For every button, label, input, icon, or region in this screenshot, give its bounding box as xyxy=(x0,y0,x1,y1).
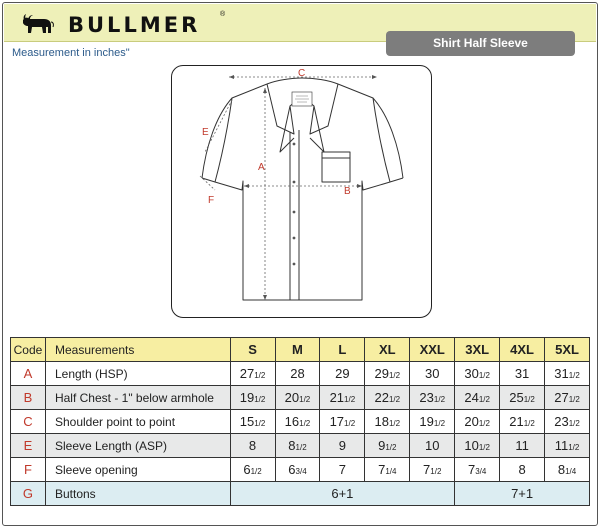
brand-name: BULLMER xyxy=(68,13,201,37)
row-name: Length (HSP) xyxy=(45,362,230,386)
value-fraction: 1/2 xyxy=(388,371,401,380)
size-value-cell xyxy=(275,386,320,410)
value-whole: 8 xyxy=(557,462,566,477)
value-fraction: 1/2 xyxy=(299,419,311,428)
size-value-cell xyxy=(230,458,275,482)
size-value-cell xyxy=(545,362,590,386)
size-value-cell xyxy=(320,362,365,386)
header-size: L xyxy=(320,338,365,362)
row-code: F xyxy=(11,458,46,482)
row-name: Sleeve opening xyxy=(45,458,230,482)
header-size: S xyxy=(230,338,275,362)
shirt-drawing xyxy=(172,66,433,319)
value-whole: 16 xyxy=(284,414,300,429)
diagram-label-b: B xyxy=(344,186,351,197)
size-value-cell xyxy=(455,458,500,482)
size-value-cell xyxy=(410,362,455,386)
value-whole: 27 xyxy=(239,366,255,381)
row-name: Buttons xyxy=(45,482,230,506)
value-fraction: 1/2 xyxy=(568,371,580,380)
value-fraction: 1/2 xyxy=(568,395,580,404)
value-whole: 20 xyxy=(464,414,479,429)
size-value-cell xyxy=(230,362,275,386)
value-whole: 8 xyxy=(288,438,296,453)
value-whole: 23 xyxy=(554,414,569,429)
garment-title: Shirt Half Sleeve xyxy=(386,31,575,56)
value-whole: 27 xyxy=(554,390,569,405)
row-name: Sleeve Length (ASP) xyxy=(45,434,230,458)
size-value-cell xyxy=(365,386,410,410)
registered-mark: ® xyxy=(220,11,226,18)
size-value-cell xyxy=(545,410,590,434)
value-fraction: 1/2 xyxy=(254,419,266,428)
value-whole: 31 xyxy=(514,366,530,381)
buttons-count-small-sizes: 6+1 xyxy=(230,482,455,506)
value-whole: 21 xyxy=(509,414,524,429)
size-value-cell xyxy=(500,386,545,410)
buttons-count-large-sizes: 7+1 xyxy=(455,482,590,506)
header-measurements: Measurements xyxy=(45,338,230,362)
table-row xyxy=(11,410,590,434)
value-fraction: 1/2 xyxy=(344,395,356,404)
size-value-cell xyxy=(500,410,545,434)
size-value-cell xyxy=(320,458,365,482)
size-value-cell xyxy=(410,410,455,434)
bull-icon xyxy=(20,11,54,37)
size-value-cell xyxy=(455,410,500,434)
header-size: 5XL xyxy=(545,338,590,362)
size-value-cell xyxy=(410,458,455,482)
diagram-label-e: E xyxy=(202,127,209,138)
value-whole: 10 xyxy=(464,438,479,453)
table-row xyxy=(11,386,590,410)
size-value-cell xyxy=(230,386,275,410)
value-fraction: 1/2 xyxy=(254,371,266,380)
header-code: Code xyxy=(11,338,46,362)
value-fraction: 1/2 xyxy=(523,395,535,404)
value-whole: 9 xyxy=(378,438,386,453)
value-whole: 6 xyxy=(243,462,251,477)
size-value-cell xyxy=(320,410,365,434)
value-fraction: 1/2 xyxy=(388,419,401,428)
size-value-cell xyxy=(275,434,320,458)
value-whole: 23 xyxy=(419,390,434,405)
shirt-diagram xyxy=(171,65,432,318)
value-whole: 19 xyxy=(419,414,434,429)
size-value-cell xyxy=(365,434,410,458)
size-value-cell xyxy=(500,362,545,386)
size-value-cell xyxy=(545,386,590,410)
value-fraction: 1/2 xyxy=(385,443,397,452)
value-fraction: 1/2 xyxy=(299,395,311,404)
size-value-cell xyxy=(455,386,500,410)
diagram-label-c: C xyxy=(298,68,306,79)
header-size: XL xyxy=(365,338,410,362)
row-code: C xyxy=(11,410,46,434)
measurement-unit-note: Measurement in inches" xyxy=(12,47,130,59)
value-whole: 24 xyxy=(464,390,479,405)
size-value-cell xyxy=(230,434,275,458)
value-whole: 28 xyxy=(290,366,305,381)
value-fraction: 1/2 xyxy=(430,467,442,476)
value-fraction: 1/2 xyxy=(344,419,356,428)
value-whole: 21 xyxy=(329,390,345,405)
table-row-buttons xyxy=(11,482,590,506)
header-size: XXL xyxy=(410,338,455,362)
value-whole: 30 xyxy=(464,366,479,381)
row-code: G xyxy=(11,482,46,506)
value-whole: 8 xyxy=(518,462,526,477)
size-value-cell xyxy=(545,434,590,458)
value-fraction: 1/4 xyxy=(565,467,577,476)
size-value-cell xyxy=(500,434,545,458)
size-value-cell xyxy=(455,434,500,458)
value-whole: 29 xyxy=(374,366,389,381)
header-size: M xyxy=(275,338,320,362)
value-fraction: 1/2 xyxy=(568,419,580,428)
value-whole: 7 xyxy=(423,462,431,477)
size-value-cell xyxy=(365,410,410,434)
size-value-cell xyxy=(500,458,545,482)
value-whole: 9 xyxy=(338,438,346,453)
row-code: B xyxy=(11,386,46,410)
value-whole: 10 xyxy=(424,438,440,453)
size-value-cell xyxy=(275,458,320,482)
value-fraction: 1/2 xyxy=(568,443,580,452)
value-fraction: 1/2 xyxy=(478,443,490,452)
value-fraction: 1/2 xyxy=(523,419,535,428)
value-whole: 7 xyxy=(338,462,346,477)
value-whole: 6 xyxy=(288,462,296,477)
table-row xyxy=(11,458,590,482)
table-row xyxy=(11,434,590,458)
value-fraction: 1/2 xyxy=(254,395,266,404)
size-value-cell xyxy=(230,410,275,434)
row-name: Shoulder point to point xyxy=(45,410,230,434)
row-code: E xyxy=(11,434,46,458)
size-value-cell xyxy=(320,434,365,458)
value-fraction: 3/4 xyxy=(475,467,487,476)
size-chart-table xyxy=(10,337,590,506)
table-row xyxy=(11,362,590,386)
size-value-cell xyxy=(320,386,365,410)
value-whole: 8 xyxy=(248,438,257,453)
value-whole: 15 xyxy=(239,414,255,429)
value-fraction: 1/2 xyxy=(433,419,446,428)
value-whole: 30 xyxy=(424,366,440,381)
value-whole: 29 xyxy=(335,366,350,381)
value-whole: 31 xyxy=(554,366,569,381)
size-value-cell xyxy=(275,410,320,434)
size-value-cell xyxy=(365,458,410,482)
size-value-cell xyxy=(275,362,320,386)
value-fraction: 1/2 xyxy=(250,467,262,476)
value-fraction: 1/2 xyxy=(295,443,307,452)
value-fraction: 1/2 xyxy=(433,395,446,404)
value-fraction: 1/4 xyxy=(385,467,397,476)
diagram-label-a: A xyxy=(258,162,265,173)
value-whole: 11 xyxy=(515,438,529,453)
value-whole: 17 xyxy=(329,414,345,429)
value-fraction: 1/2 xyxy=(388,395,401,404)
size-value-cell xyxy=(410,434,455,458)
value-whole: 25 xyxy=(509,390,524,405)
value-fraction: 1/2 xyxy=(478,395,490,404)
value-whole: 7 xyxy=(378,462,386,477)
value-whole: 11 xyxy=(554,438,569,453)
value-fraction: 1/2 xyxy=(478,371,490,380)
value-whole: 20 xyxy=(284,390,300,405)
value-whole: 19 xyxy=(239,390,255,405)
header-size: 3XL xyxy=(455,338,500,362)
table-header-row xyxy=(11,338,590,362)
header-size: 4XL xyxy=(500,338,545,362)
size-value-cell xyxy=(455,362,500,386)
value-fraction: 3/4 xyxy=(295,467,307,476)
size-value-cell xyxy=(545,458,590,482)
diagram-label-f: F xyxy=(208,195,215,206)
row-name: Half Chest - 1" below armhole xyxy=(45,386,230,410)
value-fraction: 1/2 xyxy=(478,419,490,428)
value-whole: 18 xyxy=(374,414,389,429)
value-whole: 7 xyxy=(467,462,476,477)
value-whole: 22 xyxy=(374,390,389,405)
size-value-cell xyxy=(365,362,410,386)
row-code: A xyxy=(11,362,46,386)
size-value-cell xyxy=(410,386,455,410)
